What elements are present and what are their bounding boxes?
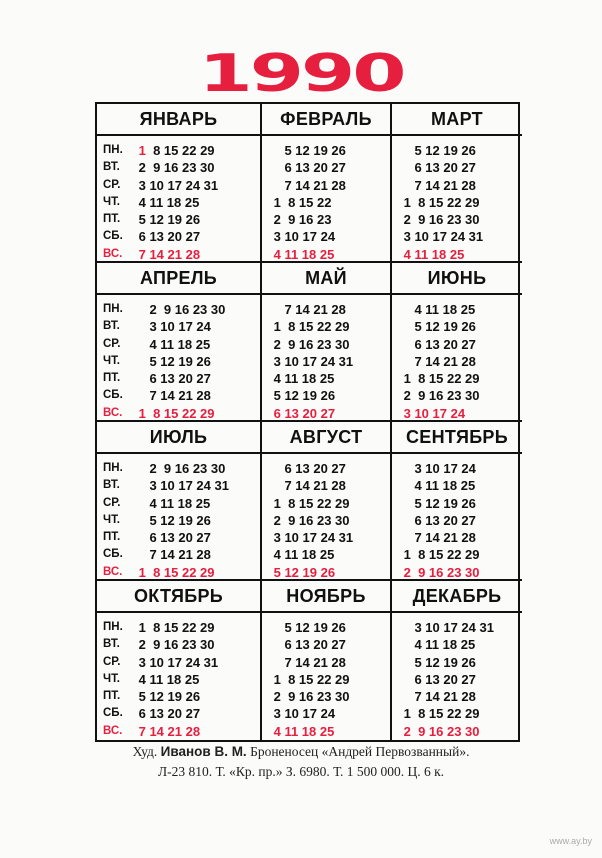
weekday-row: 2 9 16 23 30 [135,461,226,476]
weekday-row: 2 9 16 23 30 [400,723,480,739]
weekday-row: 2 9 16 23 30 [400,212,480,228]
month-name: ЯНВАРЬ [97,104,260,136]
day-names [103,460,131,581]
weekday-row: 5 12 19 26 [400,143,476,158]
month-name: МАЙ [262,263,390,295]
weekday-row: 4 11 18 25 [400,246,465,262]
weekday-row: 1 8 15 22 29 [400,706,480,722]
month-name: НОЯБРЬ [262,581,390,613]
weekday-row: 5 12 19 26 [135,512,211,528]
weekday-row: 7 14 21 28 [400,689,476,705]
weekday-row: 4 11 18 25 [135,671,200,687]
weekday-row: 1 8 15 22 29 [400,194,480,210]
weekday-row: 3 10 17 24 31 [400,229,484,245]
month-block [97,104,262,263]
month-block [262,263,392,422]
weekday-row: 4 11 18 25 [400,478,476,494]
month-days [135,460,229,581]
weekday-row: 6 13 20 27 [135,706,201,722]
footer-author: Иванов В. М. [160,744,247,759]
weekday-row: 5 12 19 26 [135,689,201,705]
month-days [400,460,480,581]
weekday-row: 4 11 18 25 [270,547,335,563]
month-name: ФЕВРАЛЬ [262,104,390,136]
weekday-row: 7 14 21 28 [270,302,346,317]
day-name: ВС. [103,406,123,419]
weekday-row: 5 12 19 26 [135,353,211,369]
month-days [135,142,218,263]
month-name: ОКТЯБРЬ [97,581,260,613]
day-names [103,301,131,422]
month-block [262,104,392,263]
weekday-row: 6 13 20 27 [400,671,476,687]
footer-title: Броненосец «Андрей Первозванный». [250,744,470,759]
month-days [270,619,350,740]
day-name: ВТ. [103,320,120,333]
weekday-row: 7 14 21 28 [400,530,476,546]
month-block [97,263,262,422]
weekday-row: 5 12 19 26 [400,495,476,511]
day-name: СР. [103,337,121,350]
day-name: ЧТ. [103,513,121,526]
weekday-row: 3 10 17 24 [400,461,476,476]
day-name: ПН. [103,462,123,474]
weekday-row: 5 12 19 26 [270,143,346,158]
weekday-row: 2 9 16 23 30 [270,336,350,352]
day-name: ПН. [103,303,123,315]
weekday-row: 1 8 15 22 29 [270,671,350,687]
month-days [270,460,353,581]
weekday-row: 3 10 17 24 31 [135,654,219,670]
day-name: ВТ. [103,161,120,174]
weekday-row: 6 13 20 27 [270,160,346,176]
day-name: СР. [103,178,121,191]
weekday-row: 6 13 20 27 [400,336,476,352]
weekday-row: 1 8 15 22 29 [135,620,215,635]
month-block [392,581,522,740]
weekday-row: 1 8 15 22 29 [135,405,215,421]
weekday-row: 4 11 18 25 [270,371,335,387]
month-block [97,581,262,740]
day-names [103,619,131,740]
weekday-row: 4 11 18 25 [135,495,211,511]
weekday-row: 7 14 21 28 [400,353,476,369]
month-name: СЕНТЯБРЬ [392,422,522,454]
month-days [135,619,218,740]
weekday-row: 2 9 16 23 [270,212,332,228]
weekday-row: 2 9 16 23 30 [270,512,350,528]
day-name: ПТ. [103,690,121,703]
day-name: ПТ. [103,531,121,544]
day-name: ЧТ. [103,195,121,208]
weekday-row: 2 9 16 23 30 [135,160,215,176]
day-name: ВС. [103,565,123,578]
weekday-row: 6 13 20 27 [135,371,211,387]
weekday-row: 2 9 16 23 30 [270,689,350,705]
weekday-row: 1 8 15 22 29 [138,143,215,158]
month-name: АПРЕЛЬ [97,263,260,295]
day-name: ПН. [103,621,123,633]
weekday-row: 4 11 18 25 [135,336,211,352]
weekday-row: 7 14 21 28 [270,478,346,494]
day-name: СБ. [103,707,123,720]
weekday-row: 3 10 17 24 31 [400,620,494,635]
weekday-row: 5 12 19 26 [135,212,201,228]
weekday-row: 4 11 18 25 [135,194,200,210]
weekday-row: 1 8 15 22 29 [135,564,215,580]
weekday-row: 3 10 17 24 31 [135,177,219,193]
weekday-row: 6 13 20 27 [400,512,476,528]
day-name: СБ. [103,389,123,402]
weekday-row: 3 10 17 24 [135,319,211,335]
day-name: ВС. [103,247,123,260]
weekday-row: 3 10 17 24 [400,405,466,421]
month-name: МАРТ [392,104,522,136]
weekday-row: 6 13 20 27 [400,160,476,176]
month-days [400,619,494,740]
month-name: ИЮНЬ [392,263,522,295]
month-block [262,581,392,740]
weekday-row: 7 14 21 28 [135,388,211,404]
day-name: ВС. [103,724,123,737]
month-days [400,142,483,263]
day-name: ПТ. [103,213,121,226]
month-days [270,142,346,263]
weekday-row: 7 14 21 28 [400,177,476,193]
month-days [270,301,353,422]
month-name: ДЕКАБРЬ [392,581,522,613]
weekday-row: 7 14 21 28 [270,654,346,670]
day-name: СБ. [103,230,123,243]
month-block [392,104,522,263]
day-name: ЧТ. [103,354,121,367]
weekday-row: 2 9 16 23 30 [400,564,480,580]
weekday-row: 4 11 18 25 [270,246,335,262]
weekday-row: 5 12 19 26 [270,620,346,635]
weekday-row: 5 12 19 26 [400,319,476,335]
weekday-row: 2 9 16 23 30 [135,302,226,317]
weekday-row: 7 14 21 28 [135,246,201,262]
weekday-row: 7 14 21 28 [270,177,346,193]
weekday-row: 1 8 15 22 29 [400,371,480,387]
day-name: ПН. [103,144,123,156]
watermark: www.ay.by [549,836,592,846]
footer-prefix: Худ. [132,744,158,759]
month-days [400,301,480,422]
weekday-row: 4 11 18 25 [400,302,476,317]
month-days [135,301,225,422]
weekday-row: 7 14 21 28 [135,723,201,739]
weekday-row: 5 12 19 26 [270,564,336,580]
day-name: СР. [103,655,121,668]
weekday-row: 3 10 17 24 [270,229,336,245]
weekday-row: 6 13 20 27 [270,461,346,476]
weekday-row: 1 8 15 22 [270,194,332,210]
weekday-row: 1 8 15 22 29 [270,319,350,335]
weekday-row: 6 13 20 27 [135,229,201,245]
day-name: ВТ. [103,638,120,651]
weekday-row: 7 14 21 28 [135,547,211,563]
day-name: СБ. [103,548,123,561]
day-name: ПТ. [103,372,121,385]
weekday-row: 5 12 19 26 [400,654,476,670]
weekday-row: 4 11 18 25 [270,723,335,739]
footer-line-1 [0,744,602,760]
month-block [262,422,392,581]
month-block [392,422,522,581]
weekday-row: 3 10 17 24 31 [135,478,229,494]
month-block [97,422,262,581]
weekday-row: 3 10 17 24 31 [270,353,354,369]
weekday-row: 3 10 17 24 31 [270,530,354,546]
weekday-row: 4 11 18 25 [400,637,476,653]
month-block [392,263,522,422]
weekday-row: 1 8 15 22 29 [270,495,350,511]
weekday-row: 2 9 16 23 30 [135,637,215,653]
weekday-row: 2 9 16 23 30 [400,388,480,404]
day-names [103,142,131,263]
calendar-grid [95,102,520,742]
weekday-row: 6 13 20 27 [270,405,336,421]
month-name: АВГУСТ [262,422,390,454]
day-name: ВТ. [103,479,120,492]
year-title: 1990 [198,44,404,104]
weekday-row: 6 13 20 27 [270,637,346,653]
weekday-row: 3 10 17 24 [270,706,336,722]
weekday-row: 6 13 20 27 [135,530,211,546]
footer-line-2: Л-23 810. Т. «Кр. пр.» З. 6980. Т. 1 500 000. Ц. 6 к. [157,764,445,779]
month-name: ИЮЛЬ [97,422,260,454]
day-name: ЧТ. [103,672,121,685]
day-name: СР. [103,496,121,509]
weekday-row: 1 8 15 22 29 [400,547,480,563]
weekday-row: 5 12 19 26 [270,388,336,404]
